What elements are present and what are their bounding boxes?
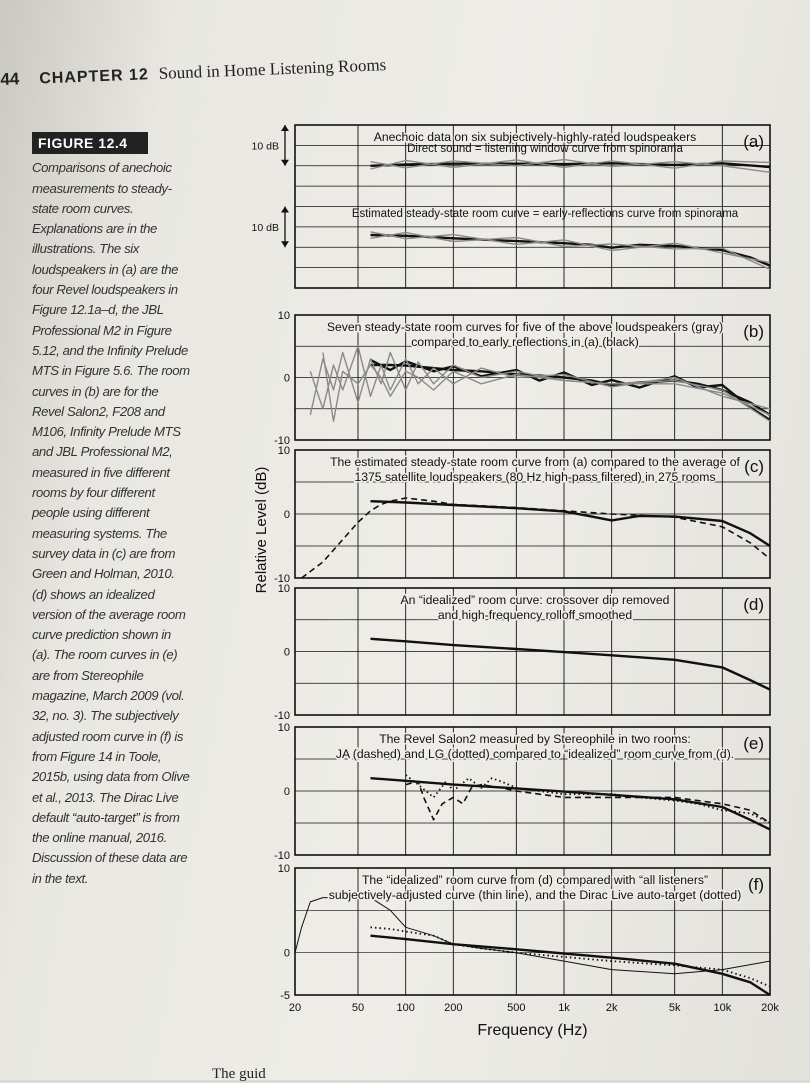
y-tick-label: 0	[283, 646, 290, 659]
panel-b-letter: (b)	[743, 322, 764, 341]
scale-arrow-head	[281, 125, 289, 131]
panel-c-letter: (c)	[744, 457, 764, 476]
x-tick-label: 10k	[713, 1002, 732, 1014]
panel-b-title: Seven steady-state room curves for five of the above loudspeakers (gray)	[326, 320, 724, 334]
y-tick-label: -10	[274, 573, 290, 585]
panel-d-curve-solid	[371, 639, 771, 690]
x-tick-label: 20	[288, 1002, 302, 1014]
y-axis-label: Relative Level (dB)	[253, 466, 270, 594]
x-tick-label: 20k	[761, 1002, 779, 1014]
y-tick-label: -5	[280, 990, 290, 1002]
scale-arrow-head	[281, 160, 289, 166]
panel-e-letter: (e)	[743, 734, 764, 753]
figure-caption	[32, 132, 192, 889]
panel-a-letter: (a)	[743, 132, 764, 151]
panel-d-letter: (d)	[743, 595, 764, 614]
y-tick-label: 0	[283, 509, 290, 521]
y-tick-label: -10	[274, 710, 290, 722]
figure-label: FIGURE 12.4	[32, 132, 148, 154]
x-axis-label: Frequency (Hz)	[477, 1022, 588, 1039]
panel-e-curve-solid	[371, 778, 771, 829]
chart-figure	[240, 110, 780, 1060]
x-tick-label: 5k	[668, 1002, 681, 1014]
y-tick-label: 10	[277, 583, 290, 595]
panel-d-title: An “idealized” room curve: crossover dip removed	[400, 593, 670, 607]
body-text-fragment: The guid	[212, 1066, 266, 1082]
panel-f-letter: (f)	[747, 875, 764, 894]
figure-12-4	[240, 110, 780, 1065]
y-tick-label: 0	[283, 947, 290, 960]
panel-f-curve-solid	[371, 936, 771, 995]
panel-a-subpanel-label: Direct sound = listening window curve from spinorama	[407, 143, 683, 155]
panel-f-title: subjectively-adjusted curve (thin line), and the Dirac Live auto-target (dotted)	[328, 888, 742, 902]
x-tick-label: 50	[351, 1002, 365, 1014]
panel-e-curve-dotted	[406, 775, 770, 823]
x-tick-label: 200	[444, 1002, 463, 1014]
panel-c-title: The estimated steady-state room curve from (a) compared to the average of	[330, 455, 740, 469]
panel-e-curve-dashed	[406, 781, 770, 823]
scale-label: 10 dB	[251, 140, 279, 153]
panel-e-title: The Revel Salon2 measured by Stereophile in two rooms:	[379, 732, 691, 746]
panel-f-title: The “idealized” room curve from (d) compared with “all listeners”	[361, 873, 709, 887]
y-tick-label: 0	[283, 372, 290, 385]
caption-text: Comparisons of anechoic measurements to steady-state room curves. Explanations are in the illustrations. The six loudspeakers in (a) are the four Revel loudspeakers in Figure 12.1a–d, the JBL Professional M2 in Figure 5.12, and the Infinity Prelude MTS in Figure 5.6. The room curves in (b) are for the Revel Salon2, F208 and M106, Infinity Prelude MTS and JBL Professional M2, measured in five different rooms by four different people using different measuring systems. The survey data in (c) are from Green and Holman, 2010. (d) shows an idealized version of the average room curve prediction shown in (a). The room curves in (e) are from Stereophile magazine, March 2009 (vol. 32, no. 3). The subjectively adjusted room curve in (f) is from Figure 14 in Toole, 2015b, using data from Olive et al., 2013. The Dirac Live default “auto-target” is from the online manual, 2016. Discussion of these data are in the text.	[32, 160, 190, 886]
scale-arrow-head	[281, 207, 289, 213]
panel-f-curve-dotted	[371, 927, 771, 986]
x-tick-label: 500	[507, 1002, 526, 1014]
panel-b-title: compared to early reflections in (a) (black)	[411, 335, 639, 349]
y-tick-label: 10	[277, 722, 290, 734]
chapter-label: CHAPTER 12	[38, 66, 150, 88]
panel-a-subpanel-label: Estimated steady-state room curve = early-reflections curve from spinorama	[351, 208, 739, 220]
scale-label: 10 dB	[251, 221, 279, 234]
y-tick-label: 10	[277, 310, 290, 322]
x-tick-label: 1k	[558, 1002, 570, 1014]
scale-arrow-head	[281, 241, 289, 247]
panel-c-title: 1375 satellite loudspeakers (80 Hz high-pass filtered) in 275 rooms	[354, 470, 716, 484]
running-head	[0, 47, 600, 90]
page-number: 44	[0, 69, 20, 89]
x-tick-label: 100	[396, 1002, 415, 1014]
y-tick-label: -10	[274, 850, 290, 862]
y-tick-label: 10	[277, 445, 290, 457]
chapter-title: Sound in Home Listening Rooms	[158, 55, 387, 83]
y-tick-label: -10	[274, 435, 290, 447]
y-tick-label: 10	[277, 863, 290, 875]
panel-e-title: JA (dashed) and LG (dotted) compared to “idealized” room curve from (d).	[335, 747, 735, 761]
panel-a-title: Anechoic data on six subjectively-highly-rated loudspeakers	[373, 130, 697, 144]
x-tick-label: 2k	[605, 1002, 618, 1014]
y-tick-label: 0	[283, 786, 290, 798]
panel-f-curve-thin	[295, 898, 770, 974]
panel-d-title: and high-frequency rolloff smoothed	[437, 608, 633, 622]
